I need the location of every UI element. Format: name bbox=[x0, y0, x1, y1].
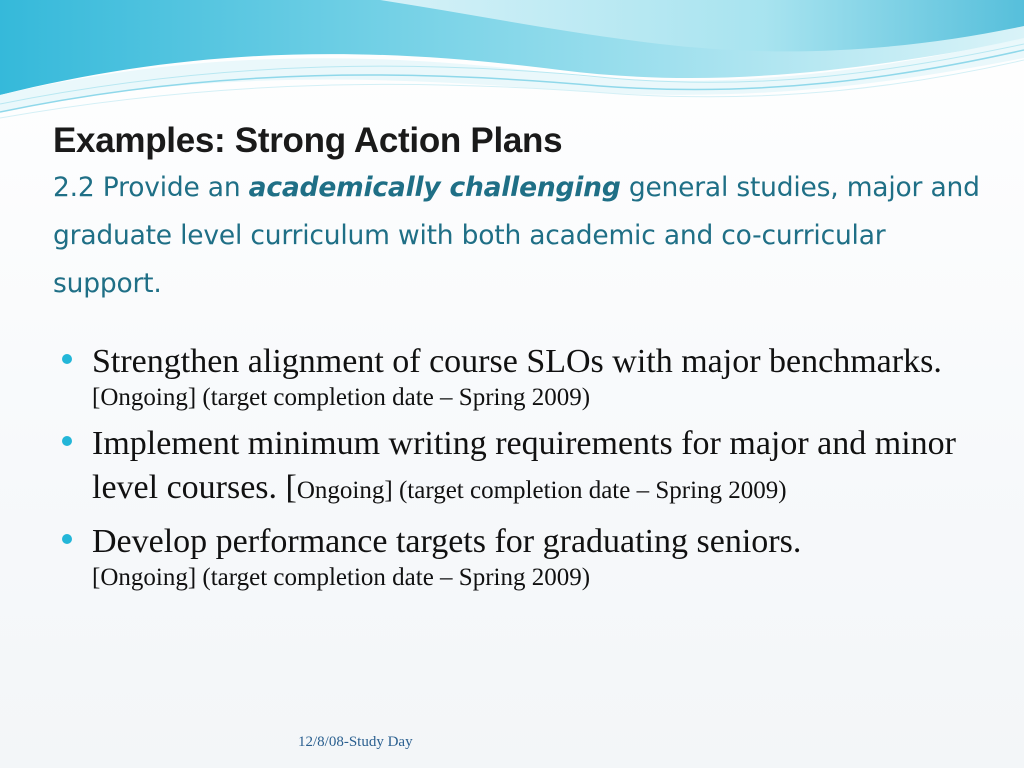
bullet-status: [Ongoing] (target completion date – Spring 2009) bbox=[92, 384, 591, 411]
decorative-wave-banner bbox=[0, 0, 1024, 130]
bullet-status: Ongoing] (target completion date – Spring 2009) bbox=[296, 477, 787, 504]
title-block bbox=[53, 118, 993, 308]
bullet-icon bbox=[62, 354, 72, 364]
list-item bbox=[62, 422, 962, 510]
bullet-list bbox=[62, 340, 962, 602]
subtitle-suffix: general studies, major and graduate level curriculum with both academic and co-curricular support. bbox=[53, 172, 980, 299]
bullet-status: [Ongoing] (target completion date – Spring 2009) bbox=[92, 564, 591, 591]
subtitle-prefix: 2.2 Provide an bbox=[53, 172, 249, 203]
footer-text: 12/8/08-Study Day bbox=[298, 734, 413, 750]
slide-subtitle bbox=[53, 164, 993, 308]
subtitle-emphasis: academically challenging bbox=[248, 172, 621, 203]
list-item bbox=[62, 340, 962, 412]
bullet-text: Implement minimum writing requirements for major and minor level courses. [ bbox=[92, 425, 956, 506]
bullet-text: Develop performance targets for graduating seniors. bbox=[92, 523, 802, 560]
bullet-text: Strengthen alignment of course SLOs with major benchmarks. bbox=[92, 343, 942, 380]
bullet-icon bbox=[62, 436, 72, 446]
list-item bbox=[62, 520, 962, 592]
slide-title: Examples: Strong Action Plans bbox=[53, 121, 563, 160]
bullet-icon bbox=[62, 534, 72, 544]
